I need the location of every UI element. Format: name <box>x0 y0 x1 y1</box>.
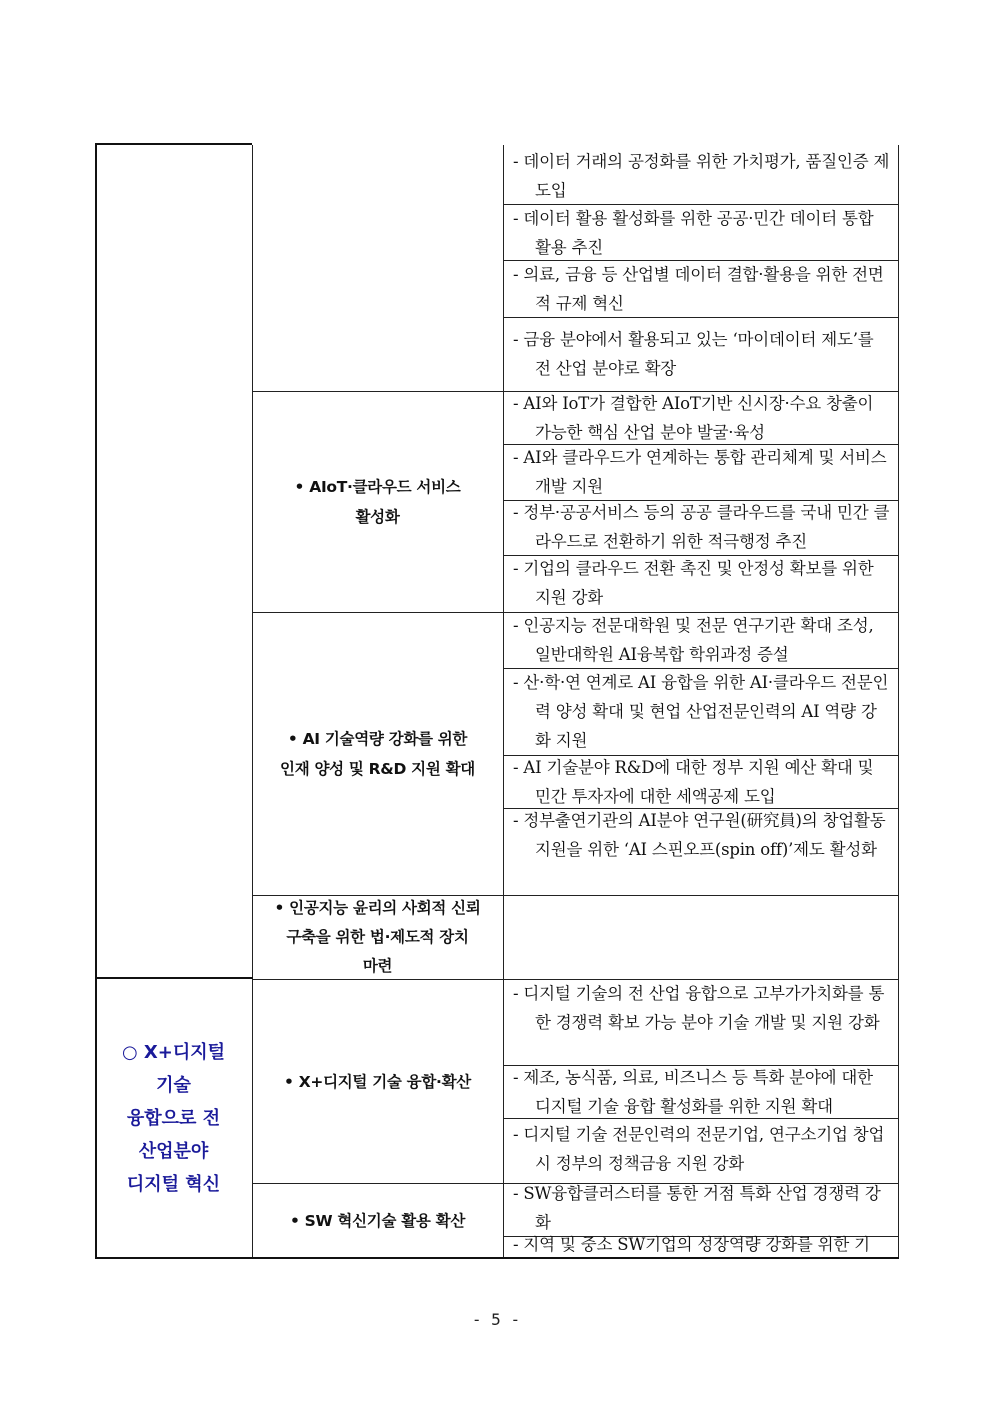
list-item: - 제조, 농식품, 의료, 비즈니스 등 특화 분야에 대한 디지털 기술 융합 활성화를 위한 지원 확대 <box>513 1068 873 1116</box>
list-item: - 지역 및 중소 SW기업의 성장역량 강화를 위한 기 <box>513 1235 870 1254</box>
list-item: - 의료, 금융 등 산업별 데이터 결합·활용을 위한 전면적 규제 혁신 <box>513 265 884 313</box>
list-item: - AI 기술분야 R&D에 대한 정부 지원 예산 확대 및 민간 투자자에 대한 세액공제 도입 <box>513 758 874 806</box>
list-item: - 디지털 기술의 전 산업 융합으로 고부가가치화를 통한 경쟁력 확보 가능 분야 기술 개발 및 지원 강화 <box>513 984 885 1032</box>
list-item: - AI와 클라우드가 연계하는 통합 관리체계 및 서비스 개발 지원 <box>513 448 887 496</box>
list-item: - 디지털 기술 전문인력의 전문기업, 연구소기업 창업 시 정부의 정책금융 지원 강화 <box>513 1125 885 1173</box>
row-title-aiot: • AIoT·클라우드 서비스 활성화 <box>294 478 461 526</box>
table-right-border <box>898 145 899 1258</box>
list-item: - SW융합클러스터를 통한 거점 특화 산업 경쟁력 강화 <box>513 1184 881 1232</box>
list-item: - 정부·공공서비스 등의 공공 클라우드를 국내 민간 클라우드로 전환하기 위한 적극행정 추진 <box>513 503 890 551</box>
list-item: - 정부출연기관의 AI분야 연구원(研究員)의 창업활동 지원을 위한 ‘AI 스핀오프(spin off)’제도 활성화 <box>513 811 886 859</box>
row-title-ai-talent: • AI 기술역량 강화를 위한 인재 양성 및 R&D 지원 확대 <box>280 730 475 778</box>
list-item: - 금융 분야에서 활용되고 있는 ‘마이데이터 제도’를 전 산업 분야로 확장 <box>513 330 874 378</box>
row-title-x-digital: • X+디지털 기술 융합·확산 <box>284 1072 471 1091</box>
row-title-ai-ethics: • 인공지능 윤리의 사회적 신뢰 구축을 위한 법·제도적 장치 마련 <box>274 899 481 975</box>
table-bottom-border <box>95 1257 899 1259</box>
list-item: - 산·학·연 연계로 AI 융합을 위한 AI·클라우드 전문인력 양성 확대 및 현업 산업전문인력의 AI 역량 강화 지원 <box>513 673 889 750</box>
section-title-x-digital: ○ X+디지털 기술 융합으로 전 산업분야 디지털 혁신 <box>121 1041 226 1195</box>
page-number: - 5 - <box>471 1310 521 1329</box>
table-top-border-left <box>95 143 252 145</box>
row-title-sw: • SW 혁신기술 활용 확산 <box>289 1211 466 1230</box>
list-item: - 데이터 활용 활성화를 위한 공공·민간 데이터 통합 활용 추진 <box>513 209 874 257</box>
list-item: - 기업의 클라우드 전환 촉진 및 안정성 확보를 위한 지원 강화 <box>513 559 874 607</box>
list-item: - AI와 IoT가 결합한 AIoT기반 신시장·수요 창출이 가능한 핵심 산업 분야 발굴·육성 <box>513 394 874 442</box>
list-item: - 데이터 거래의 공정화를 위한 가치평가, 품질인증 제 도입 <box>513 152 890 200</box>
list-item: - 인공지능 전문대학원 및 전문 연구기관 확대 조성, 일반대학원 AI융복합 학위과정 증설 <box>513 616 874 664</box>
